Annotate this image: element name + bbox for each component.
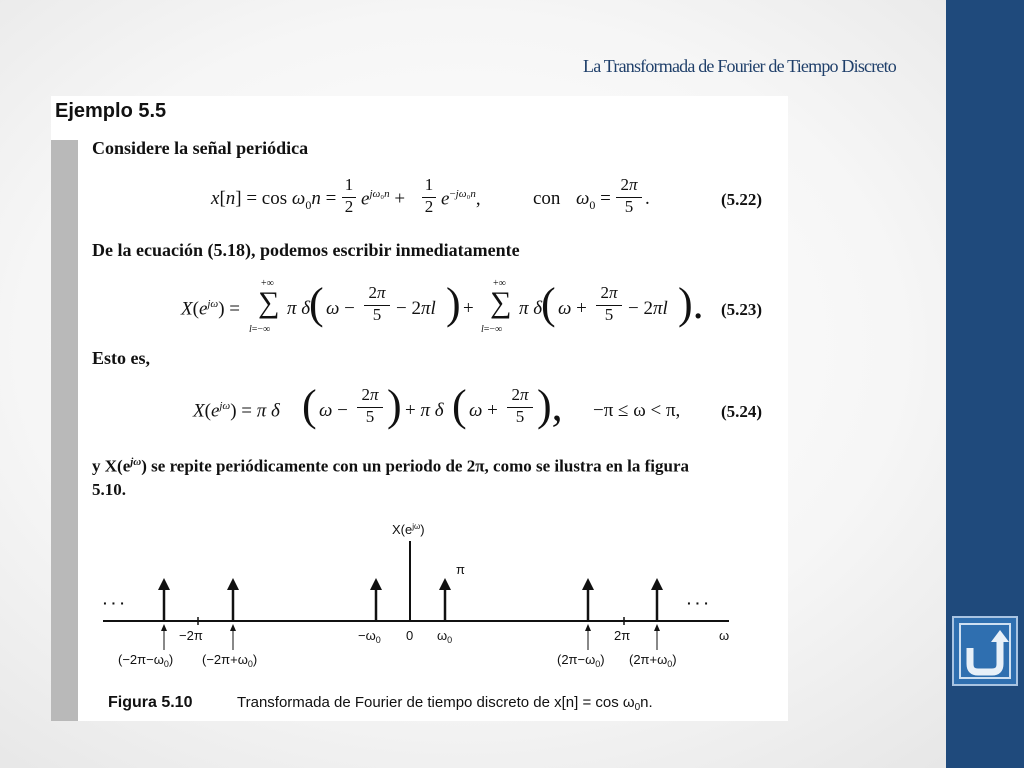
paragraph-4-line-2: 5.10. [92,480,126,499]
pi-label: π [456,562,465,577]
equation-5-22: $x[n] = \cos \omega_0n$ = 1 2 $e^{j\omega_0n}$ + 1 2 $e^{-j\omega_0n}$, con $\omega_0$ = 2π 5 . (5.22) [211,175,763,216]
y-axis-label: $X(e^{j\omega})$ [392,522,425,537]
equation-5-23: $X(e^{j\omega})$ = +∞ ∑ l=−∞ π δ ( ω − 2π 5 − 2πl ) + +∞ ∑ l=−∞ π δ ( ω + 2π 5 − 2πl ). (5.23) [181,278,763,335]
impulse-omega0 [439,578,451,621]
impulse-minus-two-pi-plus-omega0 [227,578,239,621]
figure-caption-label: Figura 5.10 [108,694,193,711]
impulse-minus-omega0 [370,578,382,621]
equation-number-5-22: (5.22) [721,190,763,209]
con-label: con [533,188,561,209]
tick-minus-omega0: $-\omega_0$ [358,628,381,645]
annotation-right-2: $(2\pi+\omega_0)$ [629,652,677,669]
impulse-minus-two-pi-minus-omega0 [158,578,170,621]
intro-text: Considere la señal periódica [92,138,309,158]
tick-minus-two-pi: −2π [179,628,203,643]
x-axis-label: ω [719,628,730,643]
slide-title: La Transformada de Fourier de Tiempo Discreto [583,56,896,76]
annotation-left-2: $(-2\pi+\omega_0)$ [202,652,258,669]
ellipsis-left: · · · [103,595,125,611]
paragraph-4-line-1: y $X(e^{j\omega})$ se repite periódicamente con un periodo de 2π, como se ilustra en la figura [92,456,689,476]
range-condition: −π ≤ ω < π, [593,400,681,421]
equation-number-5-23: (5.23) [721,300,763,319]
scanned-page [51,96,788,721]
tick-zero: 0 [406,628,414,643]
tick-omega0: $\omega_0$ [437,628,453,645]
impulse-two-pi-plus-omega0 [651,578,663,621]
return-button[interactable] [952,616,1018,686]
figure-caption-text: Transformada de Fourier de tiempo discreto de $x[n] = \cos \omega_0n$. [237,694,653,713]
annotation-left-1: $(-2\pi-\omega_0)$ [118,652,174,669]
ellipsis-right: · · · [687,595,709,611]
example-heading: Ejemplo 5.5 [55,100,167,122]
equation-number-5-24: (5.24) [721,402,763,421]
paragraph-3: Esto es, [92,348,150,368]
impulse-two-pi-minus-omega0 [582,578,594,621]
figure-5-10 [51,510,788,721]
annotation-right-1: $(2\pi-\omega_0)$ [557,652,605,669]
u-turn-arrow-icon [954,618,1016,684]
equation-5-24: $X(e^{j\omega}) = \pi$ δ ( ω − 2π 5 ) + π δ ( ω + 2π 5 ), −π ≤ ω < π, (5.24) [193,381,763,430]
paragraph-2: De la ecuación (5.18), podemos escribir inmediatamente [92,240,520,260]
tick-two-pi: 2π [614,628,631,643]
